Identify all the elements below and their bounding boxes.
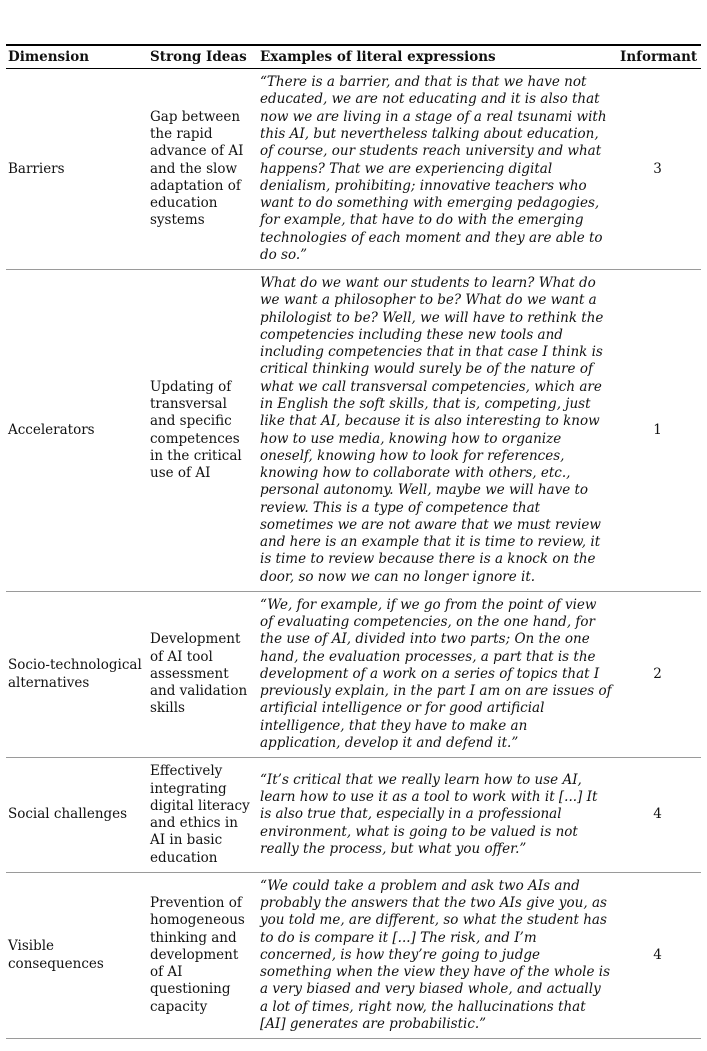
strong-ideas-cell: Effectively integrating digital literacy and ethics in AI in basic education (148, 758, 258, 873)
informant-cell: 4 (618, 758, 701, 873)
dimension-cell: Accelerators (6, 270, 148, 592)
strong-ideas-cell: Development of AI tool assessment and validation skills (148, 591, 258, 757)
dimension-cell: Barriers (6, 69, 148, 270)
qualitative-results-table (6, 44, 701, 1039)
strong-ideas-cell: Prevention of homogeneous thinking and development of AI questioning capacity (148, 872, 258, 1038)
example-cell: “We, for example, if we go from the point of view of evaluating competencies, on the one hand, for the use of AI, divided into two parts; On the one hand, the evaluation processes, a part that is the development of a work on a series of topics that I previously explain, in the part I am on are issues of artificial intelligence or for good artificial intelligence, that they have to make an application, develop it and defend it.” (258, 591, 618, 757)
example-cell: “It’s critical that we really learn how to use AI, learn how to use it as a tool to work with it [...] It is also true that, especially in a professional environment, what is going to be valued is not really the process, but what you offer.” (258, 758, 618, 873)
col-header-examples: Examples of literal expressions (258, 45, 618, 69)
example-cell: “There is a barrier, and that is that we have not educated, we are not educating and it is also that now we are living in a stage of a real tsunami with this AI, but nevertheless talking about education, of course, our students reach university and what happens? That we are experiencing digital denialism, prohibiting; innovative teachers who want to do something with emerging pedagogies, for example, that have to do with the emerging technologies of each moment and they are able to do so.” (258, 69, 618, 270)
table-header-row (6, 45, 701, 69)
informant-cell: 2 (618, 591, 701, 757)
table-row (6, 270, 701, 592)
col-header-strong-ideas: Strong Ideas (148, 45, 258, 69)
col-header-informant: Informant (618, 45, 701, 69)
example-cell: “We could take a problem and ask two AIs and probably the answers that the two AIs give you, as you told me, are different, so what the student has to do is compare it [...] The risk, and I’m concerned, is how they’re going to judge something when the view they have of the whole is a very biased and very biased whole, and actually a lot of times, right now, the hallucinations that [AI] generates are probabilistic.” (258, 872, 618, 1038)
strong-ideas-cell: Updating of transversal and specific competences in the critical use of AI (148, 270, 258, 592)
informant-cell: 4 (618, 872, 701, 1038)
table-row (6, 872, 701, 1038)
table-row (6, 591, 701, 757)
dimension-cell: Socio-technological alternatives (6, 591, 148, 757)
strong-ideas-cell: Gap between the rapid advance of AI and the slow adaptation of education systems (148, 69, 258, 270)
table-row (6, 69, 701, 270)
col-header-dimension: Dimension (6, 45, 148, 69)
table-row (6, 758, 701, 873)
informant-cell: 1 (618, 270, 701, 592)
informant-cell: 3 (618, 69, 701, 270)
example-cell: What do we want our students to learn? What do we want a philosopher to be? What do we want a philologist to be? Well, we will have to rethink the competencies including these new tools and including competencies that in that case I think is critical thinking would surely be of the nature of what we call transversal competencies, which are in English the soft skills, that is, competing, just like that AI, because it is also interesting to know how to use media, knowing how to organize oneself, knowing how to look for references, knowing how to collaborate with others, etc., personal autonomy. Well, maybe we will have to review. This is a type of competence that sometimes we are not aware that we must review and here is an example that it is time to review, it is time to review because there is a knock on the door, so now we can no longer ignore it. (258, 270, 618, 592)
dimension-cell: Visible consequences (6, 872, 148, 1038)
dimension-cell: Social challenges (6, 758, 148, 873)
